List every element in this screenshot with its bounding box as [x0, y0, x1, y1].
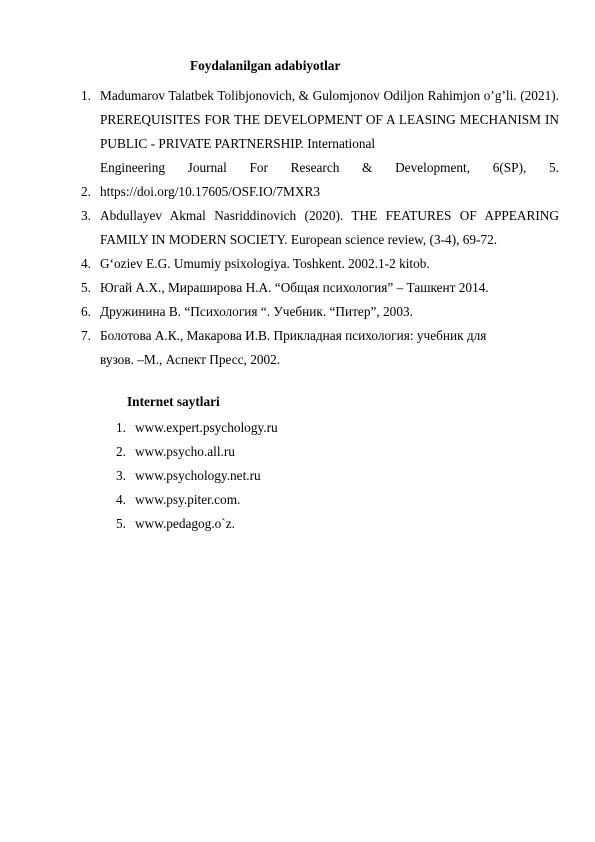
site-number: 1.	[116, 420, 126, 435]
site-link[interactable]: www.psycho.all.ru	[135, 444, 235, 459]
site-number: 2.	[116, 444, 126, 459]
internet-sites-heading: Internet saytlari	[127, 394, 220, 409]
reference-text: Дружинина В. “Психология “. Учебник. “Питер”, 2003.	[100, 304, 413, 319]
site-item	[116, 440, 278, 464]
site-item	[116, 488, 278, 512]
reference-item	[81, 180, 559, 204]
site-link[interactable]: www.expert.psychology.ru	[135, 420, 278, 435]
reference-number: 5.	[81, 280, 91, 295]
reference-item	[81, 84, 559, 180]
site-number: 3.	[116, 468, 126, 483]
reference-text: Болотова А.К., Макарова И.В. Прикладная психология: учебник для	[100, 328, 487, 343]
reference-item	[81, 324, 559, 372]
reference-item	[81, 276, 559, 300]
site-number: 5.	[116, 516, 126, 531]
site-item	[116, 464, 278, 488]
references-list	[81, 84, 559, 372]
reference-text-tail: Engineering Journal For Research & Development, 6(SP), 5.	[100, 160, 559, 175]
reference-item	[81, 252, 559, 276]
reference-text: Abdullayev Akmal Nasriddinovich (2020). THE FEATURES OF APPEARING FAMILY IN MODERN SOCIETY. European science review, (3-4), 69-72.	[100, 208, 559, 247]
site-item	[116, 512, 278, 536]
reference-item	[81, 204, 559, 252]
reference-number: 1.	[81, 88, 91, 103]
site-item	[116, 416, 278, 440]
reference-link[interactable]: https://doi.org/10.17605/OSF.IO/7MXR3	[100, 184, 320, 199]
reference-text: Madumarov Talatbek Tolibjonovich, & Gulomjonov Odiljon Rahimjon o’g’li. (2021). PREREQUISITES FOR THE DEVELOPMENT OF A LEASING MECHANISM IN PUBLIC - PRIVATE PARTNERSHIP. International	[100, 88, 559, 151]
reference-item	[81, 300, 559, 324]
page-title: Foydalanilgan adabiyotlar	[190, 58, 341, 73]
site-link[interactable]: www.psychology.net.ru	[135, 468, 261, 483]
reference-text-cont: вузов. –М., Аспект Пресс, 2002.	[100, 352, 281, 367]
reference-text: G‘oziev E.G. Umumiy psixologiya. Toshkent. 2002.1-2 kitob.	[100, 256, 430, 271]
reference-number: 7.	[81, 328, 91, 343]
reference-text: Югай А.Х., Мирашировa Н.А. “Общая психология” – Ташкент 2014.	[100, 280, 489, 295]
reference-number: 4.	[81, 256, 91, 271]
site-link[interactable]: www.psy.piter.com.	[135, 492, 241, 507]
site-number: 4.	[116, 492, 126, 507]
reference-number: 6.	[81, 304, 91, 319]
reference-number: 3.	[81, 208, 91, 223]
site-link[interactable]: www.pedagog.o`z.	[135, 516, 235, 531]
internet-sites-list	[116, 416, 278, 536]
reference-number: 2.	[81, 184, 91, 199]
